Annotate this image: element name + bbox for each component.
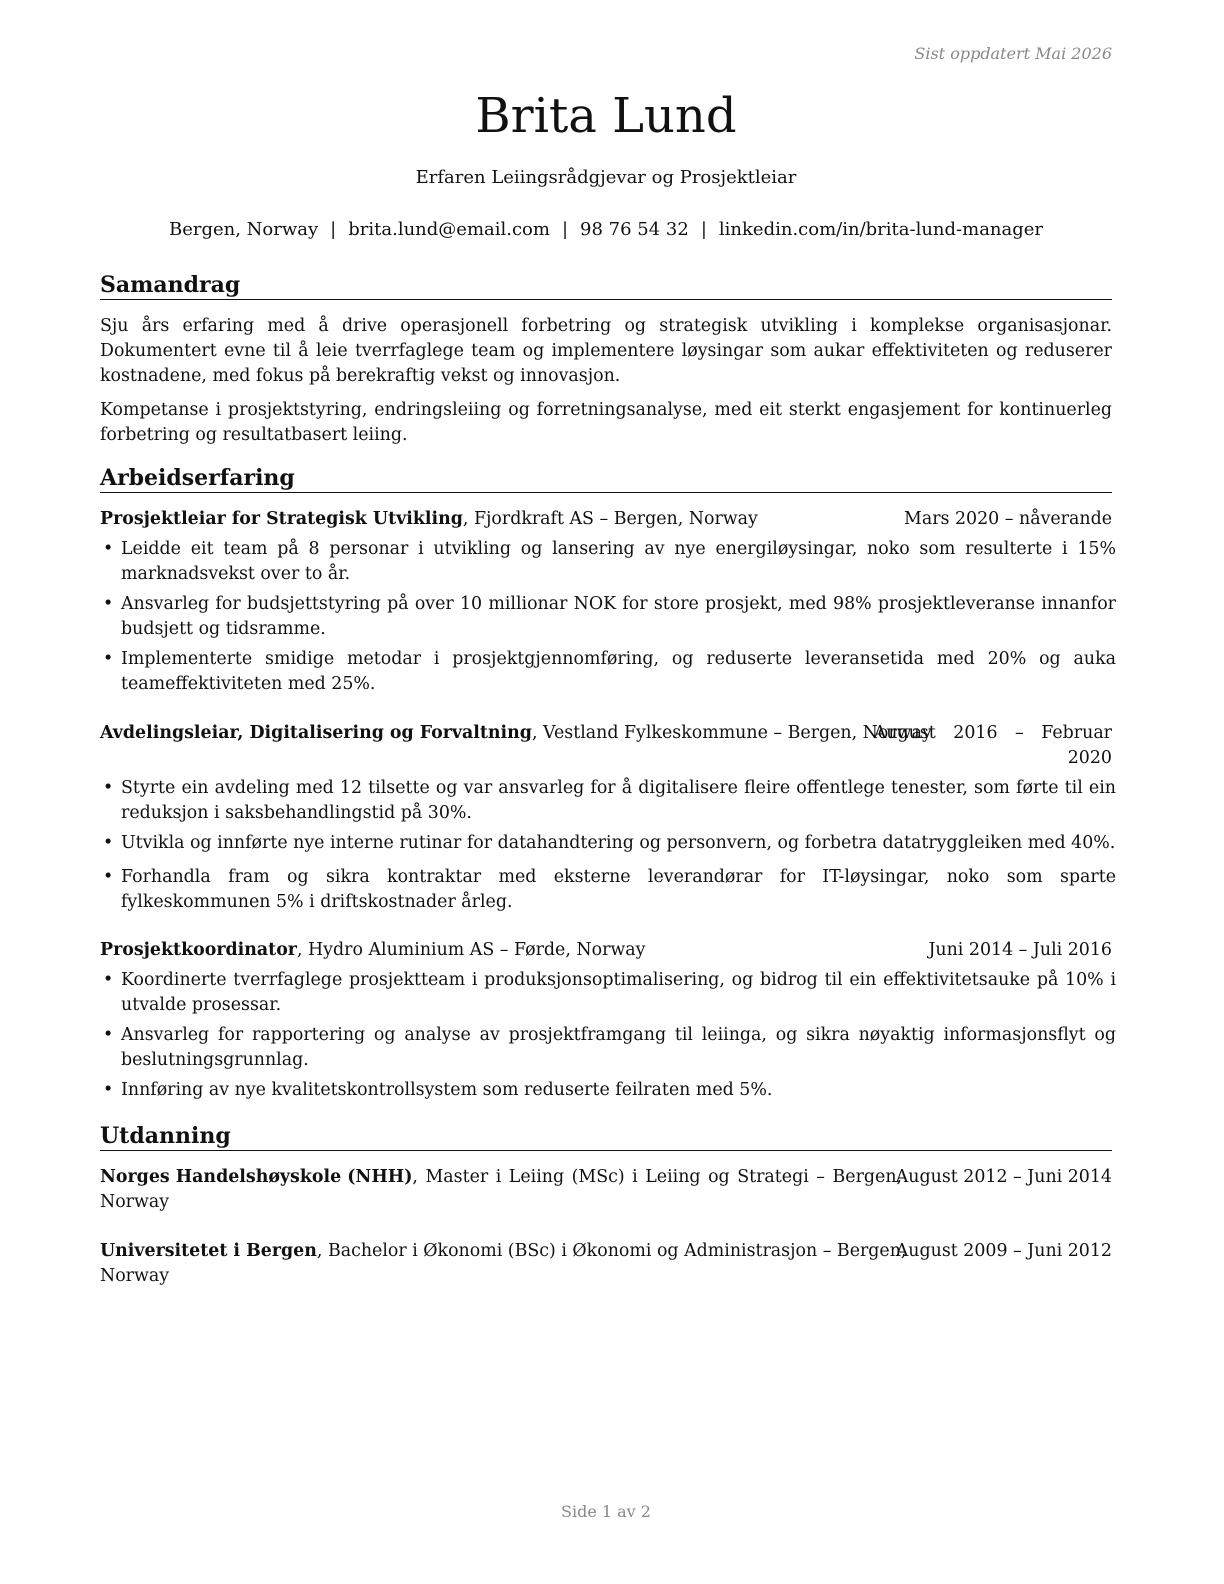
job-date-line: August 2016 – Februar	[873, 723, 1112, 743]
candidate-name: Brita Lund	[475, 88, 737, 144]
degree: , Bachelor i Økonomi (BSc) i Økonomi og Administrasjon – Bergen,	[316, 1241, 907, 1261]
list-item: • Koordinerte tverrfaglege prosjektteam i produksjonsoptimalisering, og bidrog til ein effektivitetsauke på 10% i utvalde prosessar.	[100, 968, 1116, 1018]
job-role: Prosjektkoordinator	[100, 940, 297, 960]
list-item: • Utvikla og innførte nye interne rutinar for datahandtering og personvern, og forbetra datatryggleiken med 40%.	[100, 831, 1116, 856]
contact-line	[100, 219, 1112, 240]
contact-separator: |	[700, 219, 707, 240]
school-name: Universitetet i Bergen	[100, 1241, 317, 1261]
list-item: • Styrte ein avdeling med 12 tilsette og var ansvarleg for å digitalisere fleire offentlege tenester, som førte til ein reduksjon i saksbehandlingstid på 30%.	[100, 776, 1116, 826]
job-date: Mars 2020 – nåverande	[904, 509, 1112, 529]
headline: Erfaren Leiingsrådgjevar og Prosjektleiar	[415, 167, 797, 188]
contact-phone: 98 76 54 32	[580, 219, 689, 240]
degree-location: Norway	[100, 1266, 170, 1286]
list-item: • Implementerte smidige metodar i prosjektgjennomføring, og reduserte leveransetida med 20% og auka teameffektiviteten med 25%.	[100, 647, 1116, 697]
contact-location: Bergen, Norway	[168, 219, 319, 240]
degree: , Master i Leiing (MSc) i Leiing og Strategi – Bergen,	[412, 1167, 903, 1187]
contact-separator: |	[330, 219, 337, 240]
section-title-experience: Arbeidserfaring	[100, 464, 1112, 493]
summary-paragraph: Sju års erfaring med å drive operasjonell forbetring og strategisk utvikling i komplekse organisasjonar. Dokumentert evne til å leie tverrfaglege team og implementere løysingar som aukar effektiviteten og reduserer kostnadene, med fokus på berekraftig vekst og innovasjon.	[100, 316, 1112, 386]
job-date: Juni 2014 – Juli 2016	[928, 940, 1112, 960]
education-date: August 2009 – Juni 2012	[895, 1241, 1112, 1261]
education-item	[100, 1239, 1112, 1289]
job-bullets	[100, 776, 1116, 920]
job-employer: , Vestland Fylkeskommune – Bergen, Norway	[531, 723, 932, 743]
job-role: Prosjektleiar for Strategisk Utvikling	[100, 509, 463, 529]
list-item: • Leidde eit team på 8 personar i utvikling og lansering av nye energiløysingar, noko som resulterte i 15% marknadsvekst over to år.	[100, 537, 1116, 587]
job-role: Avdelingsleiar, Digitalisering og Forvaltning	[100, 723, 532, 743]
list-item: • Ansvarleg for rapportering og analyse av prosjektframgang til leiinga, og sikra nøyaktig informasjonsflyt og beslutningsgrunnlag.	[100, 1023, 1116, 1073]
school-name: Norges Handelshøyskole (NHH)	[100, 1167, 413, 1187]
job-date	[874, 721, 1112, 771]
education-date: August 2012 – Juni 2014	[895, 1167, 1112, 1187]
contact-separator: |	[561, 219, 569, 240]
education-item	[100, 1165, 1112, 1215]
job-bullets	[100, 968, 1116, 1108]
job-heading	[100, 507, 1112, 532]
resume-page	[100, 0, 1116, 1584]
job-employer: , Fjordkraft AS – Bergen, Norway	[462, 509, 758, 529]
page-number: Side 1 av 2	[561, 1502, 651, 1521]
job-employer: , Hydro Aluminium AS – Førde, Norway	[296, 940, 646, 960]
section-title-education: Utdanning	[100, 1122, 1112, 1151]
last-updated: Sist oppdatert Mai 2026	[914, 44, 1112, 63]
contact-linkedin[interactable]: linkedin.com/in/brita-lund-manager	[718, 219, 1044, 240]
contact-email[interactable]: brita.lund@email.com	[348, 219, 550, 240]
job-heading	[100, 721, 1112, 768]
job-heading	[100, 938, 1112, 963]
list-item: • Innføring av nye kvalitetskontrollsystem som reduserte feilraten med 5%.	[100, 1078, 1116, 1103]
job-date-line: 2020	[1067, 748, 1112, 768]
degree-location: Norway	[100, 1192, 170, 1212]
list-item: • Ansvarleg for budsjettstyring på over 10 millionar NOK for store prosjekt, med 98% prosjektleveranse innanfor budsjett og tidsramme.	[100, 592, 1116, 642]
list-item: • Forhandla fram og sikra kontraktar med eksterne leverandørar for IT-løysingar, noko som sparte fylkeskommunen 5% i driftskostnader årleg.	[100, 865, 1116, 915]
section-title-summary: Samandrag	[100, 271, 1112, 300]
job-bullets	[100, 537, 1116, 702]
summary-paragraph: Kompetanse i prosjektstyring, endringsleiing og forretningsanalyse, med eit sterkt engasjement for kontinuerleg forbetring og resultatbasert leiing.	[100, 400, 1112, 445]
